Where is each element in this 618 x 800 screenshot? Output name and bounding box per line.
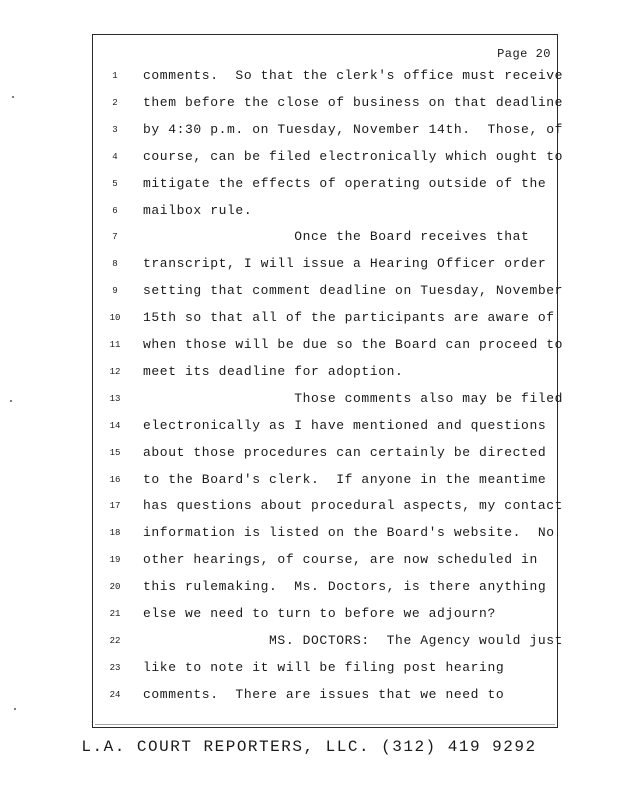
transcript-line: 15th so that all of the participants are aware of bbox=[143, 310, 555, 326]
transcript-line: when those will be due so the Board can proceed to bbox=[143, 337, 564, 352]
line-number: 24 bbox=[109, 689, 121, 700]
line-number: 13 bbox=[109, 393, 121, 404]
transcript-line: comments. There are issues that we need to bbox=[143, 686, 505, 702]
line-number: 5 bbox=[112, 178, 118, 189]
line-number: 21 bbox=[109, 609, 121, 619]
line-number: 23 bbox=[109, 662, 121, 673]
transcript-line: by 4:30 p.m. on Tuesday, November 14th. Those, of bbox=[143, 121, 564, 137]
transcript-line: setting that comment deadline on Tuesday, November bbox=[143, 283, 564, 299]
line-number: 17 bbox=[109, 501, 121, 512]
scan-speck bbox=[12, 96, 14, 98]
transcript-line: comments. So that the clerk's office must receive bbox=[143, 68, 564, 83]
page-bottom-rule bbox=[95, 724, 555, 725]
transcript-line: this rulemaking. Ms. Doctors, is there anything bbox=[143, 579, 547, 595]
transcript-line: like to note it will be filing post hearing bbox=[143, 659, 505, 675]
scan-speck bbox=[10, 400, 12, 402]
line-number: 22 bbox=[109, 635, 121, 646]
transcript-line: meet its deadline for adoption. bbox=[143, 363, 404, 379]
transcript-line: mitigate the effects of operating outside of the bbox=[143, 175, 547, 191]
transcript-line: mailbox rule. bbox=[143, 202, 253, 218]
transcript-line: transcript, I will issue a Hearing Officer order bbox=[143, 256, 547, 272]
transcript-line: to the Board's clerk. If anyone in the meantime bbox=[143, 471, 547, 487]
transcript-line: Once the Board receives that bbox=[143, 229, 530, 245]
transcript-line: has questions about procedural aspects, my contact bbox=[143, 498, 564, 514]
transcript-line: other hearings, of course, are now scheduled in bbox=[143, 552, 538, 568]
page-number: Page 20 bbox=[497, 47, 551, 61]
line-number: 16 bbox=[109, 474, 121, 485]
line-number: 3 bbox=[112, 124, 118, 135]
scan-speck bbox=[14, 708, 16, 710]
transcript-line: else we need to turn to before we adjourn? bbox=[143, 606, 496, 621]
court-reporter-footer: L.A. COURT REPORTERS, LLC. (312) 419 9292 bbox=[81, 738, 537, 756]
transcript-line: course, can be filed electronically which ought to bbox=[143, 148, 564, 164]
line-number: 19 bbox=[109, 555, 121, 566]
line-number: 10 bbox=[109, 313, 121, 324]
transcript-line: them before the close of business on that deadline bbox=[143, 94, 564, 110]
line-number: 20 bbox=[109, 582, 121, 593]
line-number: 6 bbox=[112, 205, 118, 216]
transcript-line: MS. DOCTORS: The Agency would just bbox=[143, 632, 564, 648]
line-number: 12 bbox=[109, 366, 121, 377]
transcript-page bbox=[92, 34, 564, 728]
line-number: 18 bbox=[109, 528, 121, 539]
transcript-line: electronically as I have mentioned and questions bbox=[143, 417, 547, 433]
transcript-line: information is listed on the Board's website. No bbox=[143, 525, 555, 541]
line-number: 15 bbox=[109, 447, 121, 458]
line-number: 7 bbox=[112, 232, 118, 243]
line-number: 1 bbox=[112, 71, 118, 81]
line-number: 4 bbox=[112, 151, 118, 162]
line-number: 11 bbox=[109, 340, 121, 350]
line-number: 14 bbox=[109, 420, 121, 431]
line-number: 8 bbox=[112, 259, 118, 270]
transcript-line: about those procedures can certainly be directed bbox=[143, 444, 547, 460]
line-number: 2 bbox=[112, 97, 118, 108]
line-number: 9 bbox=[112, 286, 118, 297]
transcript-line: Those comments also may be filed bbox=[143, 390, 564, 406]
